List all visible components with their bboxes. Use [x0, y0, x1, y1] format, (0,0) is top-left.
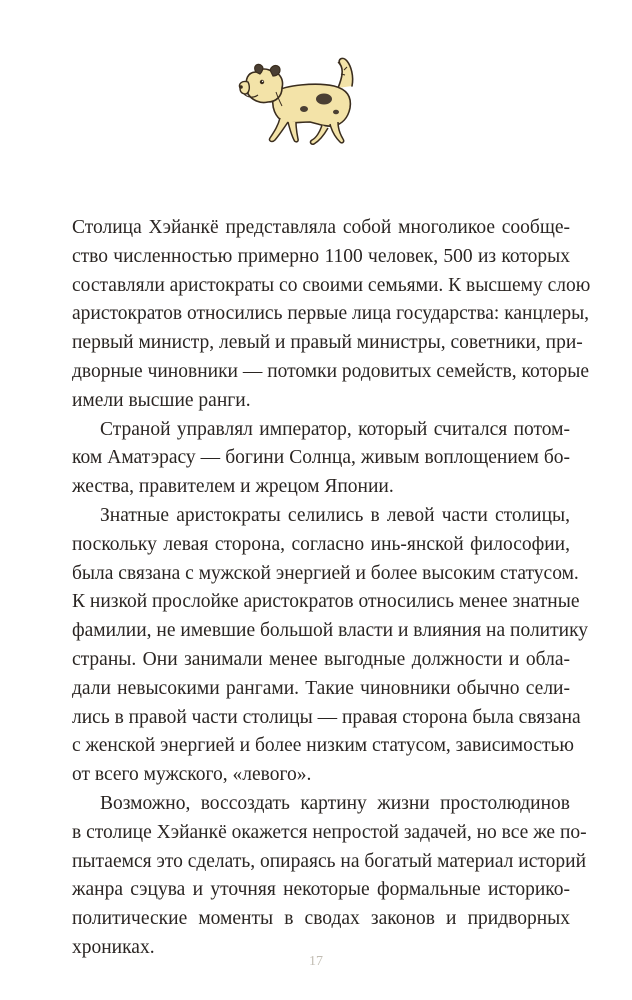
text-line: Страной управлял император, который считался потом-	[100, 418, 570, 440]
text-line: поскольку левая сторона, согласно инь-янской философии,	[72, 533, 570, 555]
text-line: Столица Хэйанкё представляла собой многоликое сообще-	[72, 217, 570, 238]
text-line: Возможно, воссоздать картину жизни простолюдинов	[100, 792, 570, 814]
text-line: страны. Они занимали менее выгодные должности и обла-	[72, 648, 570, 670]
text-line: имели высшие ранги.	[72, 389, 251, 411]
text-line: хрониках.	[72, 936, 155, 958]
text-line: лись в правой части столицы — правая сторона была связана	[72, 706, 581, 728]
text-line: К низкой прослойке аристократов относились менее знатные	[72, 591, 580, 613]
text-line: в столице Хэйанкё окажется непростой задачей, но все же по-	[72, 821, 587, 843]
paragraph-4	[72, 790, 587, 963]
text-line: Знатные аристократы селились в левой части столицы,	[100, 504, 570, 526]
text-line: дворные чиновники — потомки родовитых семейств, которые	[72, 360, 590, 382]
text-line: была связана с мужской энергией и более высоким статусом.	[72, 562, 579, 584]
page-number: 17	[309, 954, 323, 969]
text-line: аристократов относились первые лица государства: канцлеры,	[72, 303, 590, 325]
text-line: составляли аристократы со своими семьями. К высшему слою	[72, 274, 591, 296]
paragraph-2	[72, 416, 570, 502]
text-line: ство численностью примерно 1100 человек, 500 из которых	[72, 245, 570, 267]
text-line: фамилии, не имевшие большой власти и влияния на политику	[72, 620, 589, 642]
text-line: ком Аматэрасу — богини Солнца, живым воплощением бо-	[72, 447, 570, 469]
text-line: дали невысокими рангами. Такие чиновники обычно сели-	[72, 677, 570, 699]
dog-front-leg	[269, 118, 288, 141]
text-line: жанра сэцува и уточняя некоторые формальные историко-	[72, 879, 570, 901]
dog-illustration-icon	[226, 52, 372, 152]
text-line: от всего мужского, «левого».	[72, 764, 312, 786]
text-line: с женской энергией и более низким статусом, зависимостью	[72, 735, 574, 757]
dog-back-leg	[330, 122, 344, 143]
body-text	[72, 214, 591, 963]
dog-tail	[338, 58, 353, 88]
text-line: жества, правителем и жрецом Японии.	[72, 476, 394, 498]
dog-illustration	[226, 52, 372, 152]
text-line: первый министр, левый и правый министры, советники, при-	[72, 332, 583, 354]
dog-body	[273, 84, 351, 126]
text-line: политические моменты в сводах законов и придворных	[72, 908, 570, 930]
paragraph-1	[72, 214, 591, 416]
text-line: пытаемся это сделать, опираясь на богатый материал историй	[72, 850, 586, 872]
paragraph-3	[72, 502, 589, 790]
